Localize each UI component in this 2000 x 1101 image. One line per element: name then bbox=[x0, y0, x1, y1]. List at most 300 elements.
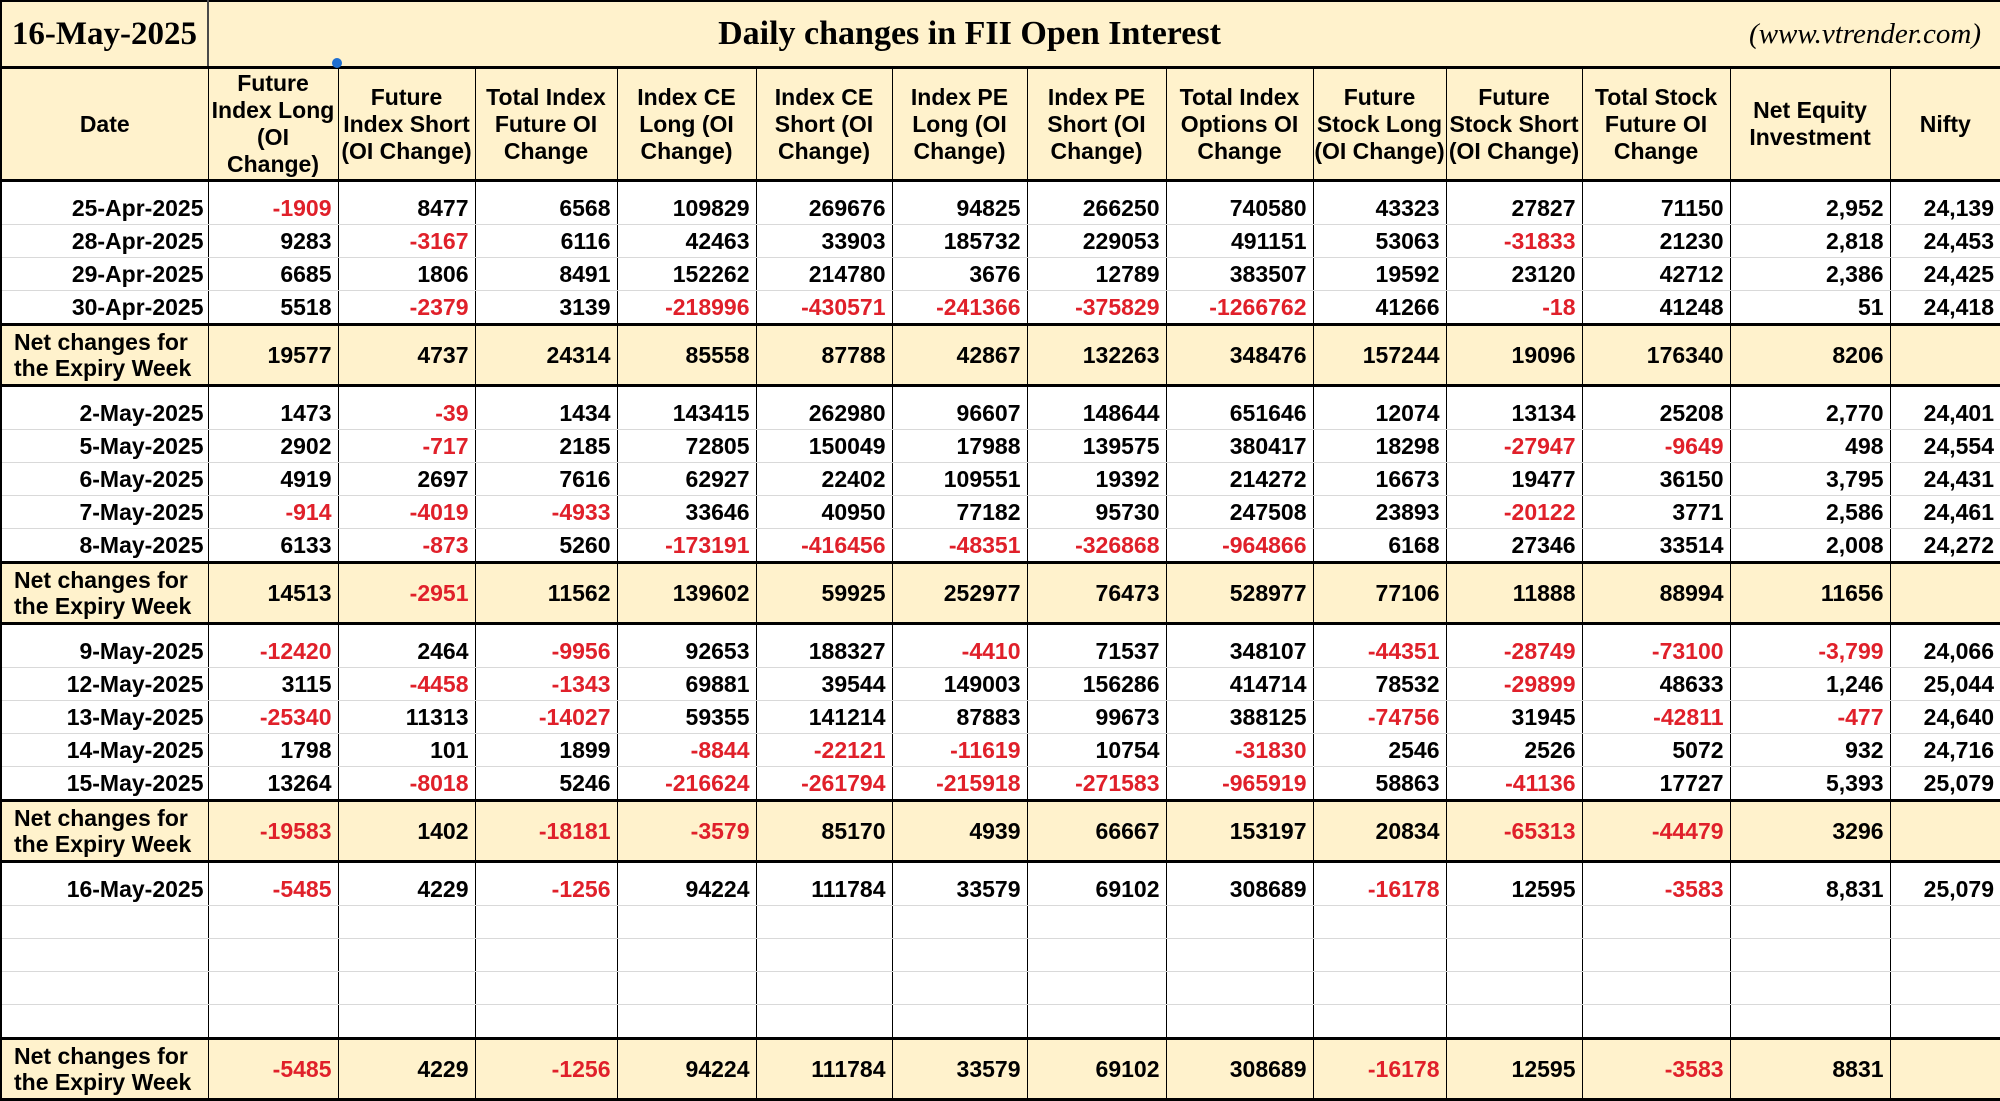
value-cell[interactable]: 188327 bbox=[756, 635, 892, 668]
empty-cell[interactable] bbox=[1166, 972, 1313, 1005]
net-value-cell[interactable]: -3583 bbox=[1582, 1039, 1730, 1100]
net-value-cell[interactable]: 11888 bbox=[1446, 563, 1582, 624]
empty-cell[interactable] bbox=[1730, 906, 1890, 939]
date-cell[interactable]: 6-May-2025 bbox=[1, 463, 208, 496]
value-cell[interactable]: 41248 bbox=[1582, 291, 1730, 325]
value-cell[interactable]: 269676 bbox=[756, 192, 892, 225]
value-cell[interactable]: 3,795 bbox=[1730, 463, 1890, 496]
value-cell[interactable]: 2546 bbox=[1313, 734, 1446, 767]
net-change-label[interactable]: Net changes for the Expiry Week bbox=[1, 1039, 208, 1100]
value-cell[interactable]: -216624 bbox=[617, 767, 756, 801]
value-cell[interactable]: -9649 bbox=[1582, 430, 1730, 463]
column-header[interactable]: Future Index Short (OI Change) bbox=[338, 68, 475, 181]
value-cell[interactable]: 13134 bbox=[1446, 397, 1582, 430]
value-cell[interactable]: 1806 bbox=[338, 258, 475, 291]
date-cell[interactable]: 28-Apr-2025 bbox=[1, 225, 208, 258]
net-value-cell[interactable]: 59925 bbox=[756, 563, 892, 624]
empty-cell[interactable] bbox=[1, 939, 208, 972]
value-cell[interactable]: -28749 bbox=[1446, 635, 1582, 668]
date-cell[interactable]: 29-Apr-2025 bbox=[1, 258, 208, 291]
value-cell[interactable]: 77182 bbox=[892, 496, 1027, 529]
net-value-cell[interactable]: 4737 bbox=[338, 325, 475, 386]
value-cell[interactable]: 69102 bbox=[1027, 873, 1166, 906]
value-cell[interactable]: 740580 bbox=[1166, 192, 1313, 225]
empty-cell[interactable] bbox=[1890, 906, 2000, 939]
value-cell[interactable]: -73100 bbox=[1582, 635, 1730, 668]
value-cell[interactable]: -271583 bbox=[1027, 767, 1166, 801]
value-cell[interactable]: 33514 bbox=[1582, 529, 1730, 563]
value-cell[interactable]: 24,554 bbox=[1890, 430, 2000, 463]
value-cell[interactable]: 23893 bbox=[1313, 496, 1446, 529]
net-value-cell[interactable]: 24314 bbox=[475, 325, 617, 386]
empty-cell[interactable] bbox=[1582, 939, 1730, 972]
value-cell[interactable]: 25,044 bbox=[1890, 668, 2000, 701]
value-cell[interactable]: -5485 bbox=[208, 873, 338, 906]
net-value-cell[interactable]: 308689 bbox=[1166, 1039, 1313, 1100]
net-value-cell[interactable]: 139602 bbox=[617, 563, 756, 624]
empty-cell[interactable] bbox=[1446, 1005, 1582, 1039]
value-cell[interactable]: 53063 bbox=[1313, 225, 1446, 258]
value-cell[interactable]: 141214 bbox=[756, 701, 892, 734]
date-cell[interactable]: 5-May-2025 bbox=[1, 430, 208, 463]
value-cell[interactable]: -1909 bbox=[208, 192, 338, 225]
value-cell[interactable]: 1,246 bbox=[1730, 668, 1890, 701]
empty-cell[interactable] bbox=[338, 972, 475, 1005]
column-header[interactable]: Future Stock Short (OI Change) bbox=[1446, 68, 1582, 181]
value-cell[interactable]: 25,079 bbox=[1890, 767, 2000, 801]
empty-cell[interactable] bbox=[756, 972, 892, 1005]
net-value-cell[interactable] bbox=[1890, 1039, 2000, 1100]
empty-cell[interactable] bbox=[892, 939, 1027, 972]
value-cell[interactable]: -8018 bbox=[338, 767, 475, 801]
empty-cell[interactable] bbox=[617, 906, 756, 939]
empty-cell[interactable] bbox=[1730, 939, 1890, 972]
value-cell[interactable]: 5260 bbox=[475, 529, 617, 563]
date-cell[interactable]: 30-Apr-2025 bbox=[1, 291, 208, 325]
column-header[interactable]: Total Index Options OI Change bbox=[1166, 68, 1313, 181]
value-cell[interactable]: 1899 bbox=[475, 734, 617, 767]
net-value-cell[interactable]: -65313 bbox=[1446, 801, 1582, 862]
value-cell[interactable]: 308689 bbox=[1166, 873, 1313, 906]
value-cell[interactable]: 5,393 bbox=[1730, 767, 1890, 801]
date-cell[interactable]: 15-May-2025 bbox=[1, 767, 208, 801]
value-cell[interactable]: -4019 bbox=[338, 496, 475, 529]
net-value-cell[interactable]: 3296 bbox=[1730, 801, 1890, 862]
value-cell[interactable]: -1256 bbox=[475, 873, 617, 906]
value-cell[interactable]: 24,425 bbox=[1890, 258, 2000, 291]
net-value-cell[interactable]: 85558 bbox=[617, 325, 756, 386]
empty-cell[interactable] bbox=[1166, 906, 1313, 939]
value-cell[interactable]: 12789 bbox=[1027, 258, 1166, 291]
value-cell[interactable]: 6568 bbox=[475, 192, 617, 225]
value-cell[interactable]: 185732 bbox=[892, 225, 1027, 258]
value-cell[interactable]: 95730 bbox=[1027, 496, 1166, 529]
value-cell[interactable]: 62927 bbox=[617, 463, 756, 496]
net-value-cell[interactable]: -18181 bbox=[475, 801, 617, 862]
value-cell[interactable]: 24,640 bbox=[1890, 701, 2000, 734]
net-value-cell[interactable] bbox=[1890, 801, 2000, 862]
net-value-cell[interactable]: 77106 bbox=[1313, 563, 1446, 624]
empty-cell[interactable] bbox=[1890, 939, 2000, 972]
column-header[interactable]: Index PE Short (OI Change) bbox=[1027, 68, 1166, 181]
net-value-cell[interactable]: 4229 bbox=[338, 1039, 475, 1100]
value-cell[interactable]: 24,716 bbox=[1890, 734, 2000, 767]
value-cell[interactable]: -48351 bbox=[892, 529, 1027, 563]
empty-cell[interactable] bbox=[892, 906, 1027, 939]
value-cell[interactable]: 31945 bbox=[1446, 701, 1582, 734]
value-cell[interactable]: -914 bbox=[208, 496, 338, 529]
empty-cell[interactable] bbox=[892, 972, 1027, 1005]
empty-cell[interactable] bbox=[1027, 906, 1166, 939]
value-cell[interactable]: 152262 bbox=[617, 258, 756, 291]
net-value-cell[interactable]: 76473 bbox=[1027, 563, 1166, 624]
value-cell[interactable]: 2185 bbox=[475, 430, 617, 463]
empty-cell[interactable] bbox=[1890, 1005, 2000, 1039]
empty-cell[interactable] bbox=[1446, 939, 1582, 972]
empty-cell[interactable] bbox=[338, 939, 475, 972]
value-cell[interactable]: -717 bbox=[338, 430, 475, 463]
value-cell[interactable]: 13264 bbox=[208, 767, 338, 801]
value-cell[interactable]: 25208 bbox=[1582, 397, 1730, 430]
net-value-cell[interactable]: 528977 bbox=[1166, 563, 1313, 624]
value-cell[interactable]: 932 bbox=[1730, 734, 1890, 767]
value-cell[interactable]: 2526 bbox=[1446, 734, 1582, 767]
value-cell[interactable]: -873 bbox=[338, 529, 475, 563]
empty-cell[interactable] bbox=[1027, 972, 1166, 1005]
empty-cell[interactable] bbox=[208, 906, 338, 939]
value-cell[interactable]: 1798 bbox=[208, 734, 338, 767]
value-cell[interactable]: 48633 bbox=[1582, 668, 1730, 701]
empty-cell[interactable] bbox=[338, 906, 475, 939]
date-cell[interactable]: 14-May-2025 bbox=[1, 734, 208, 767]
value-cell[interactable]: 380417 bbox=[1166, 430, 1313, 463]
net-value-cell[interactable]: 8206 bbox=[1730, 325, 1890, 386]
value-cell[interactable]: 71537 bbox=[1027, 635, 1166, 668]
value-cell[interactable]: -25340 bbox=[208, 701, 338, 734]
value-cell[interactable]: -241366 bbox=[892, 291, 1027, 325]
net-value-cell[interactable]: 4939 bbox=[892, 801, 1027, 862]
value-cell[interactable]: -74756 bbox=[1313, 701, 1446, 734]
empty-cell[interactable] bbox=[1730, 972, 1890, 1005]
column-header[interactable]: Nifty bbox=[1890, 68, 2000, 181]
empty-cell[interactable] bbox=[475, 939, 617, 972]
value-cell[interactable]: 139575 bbox=[1027, 430, 1166, 463]
selection-fill-handle[interactable] bbox=[332, 58, 342, 68]
value-cell[interactable]: 19477 bbox=[1446, 463, 1582, 496]
net-value-cell[interactable]: 176340 bbox=[1582, 325, 1730, 386]
value-cell[interactable]: 109829 bbox=[617, 192, 756, 225]
empty-cell[interactable] bbox=[475, 972, 617, 1005]
net-value-cell[interactable]: 111784 bbox=[756, 1039, 892, 1100]
value-cell[interactable]: 42463 bbox=[617, 225, 756, 258]
value-cell[interactable]: 11313 bbox=[338, 701, 475, 734]
value-cell[interactable]: -416456 bbox=[756, 529, 892, 563]
value-cell[interactable]: -326868 bbox=[1027, 529, 1166, 563]
value-cell[interactable]: 4919 bbox=[208, 463, 338, 496]
value-cell[interactable]: -39 bbox=[338, 397, 475, 430]
empty-cell[interactable] bbox=[1446, 906, 1582, 939]
empty-cell[interactable] bbox=[1890, 972, 2000, 1005]
value-cell[interactable]: 94825 bbox=[892, 192, 1027, 225]
value-cell[interactable]: -375829 bbox=[1027, 291, 1166, 325]
value-cell[interactable]: 24,453 bbox=[1890, 225, 2000, 258]
date-cell[interactable]: 25-Apr-2025 bbox=[1, 192, 208, 225]
value-cell[interactable]: -29899 bbox=[1446, 668, 1582, 701]
value-cell[interactable]: -31830 bbox=[1166, 734, 1313, 767]
net-value-cell[interactable]: 1402 bbox=[338, 801, 475, 862]
value-cell[interactable]: -42811 bbox=[1582, 701, 1730, 734]
value-cell[interactable]: -31833 bbox=[1446, 225, 1582, 258]
column-header[interactable]: Future Stock Long (OI Change) bbox=[1313, 68, 1446, 181]
empty-cell[interactable] bbox=[1582, 972, 1730, 1005]
value-cell[interactable]: 2697 bbox=[338, 463, 475, 496]
value-cell[interactable]: 229053 bbox=[1027, 225, 1166, 258]
column-header[interactable]: Index CE Long (OI Change) bbox=[617, 68, 756, 181]
value-cell[interactable]: -27947 bbox=[1446, 430, 1582, 463]
net-value-cell[interactable]: 157244 bbox=[1313, 325, 1446, 386]
value-cell[interactable]: 41266 bbox=[1313, 291, 1446, 325]
value-cell[interactable]: 40950 bbox=[756, 496, 892, 529]
value-cell[interactable]: -477 bbox=[1730, 701, 1890, 734]
value-cell[interactable]: -11619 bbox=[892, 734, 1027, 767]
empty-cell[interactable] bbox=[1313, 906, 1446, 939]
value-cell[interactable]: -16178 bbox=[1313, 873, 1446, 906]
value-cell[interactable]: -2379 bbox=[338, 291, 475, 325]
value-cell[interactable]: 18298 bbox=[1313, 430, 1446, 463]
value-cell[interactable]: 27827 bbox=[1446, 192, 1582, 225]
value-cell[interactable]: -8844 bbox=[617, 734, 756, 767]
value-cell[interactable]: -44351 bbox=[1313, 635, 1446, 668]
value-cell[interactable]: 22402 bbox=[756, 463, 892, 496]
value-cell[interactable]: 12595 bbox=[1446, 873, 1582, 906]
net-value-cell[interactable]: 19577 bbox=[208, 325, 338, 386]
value-cell[interactable]: 10754 bbox=[1027, 734, 1166, 767]
net-value-cell[interactable]: 88994 bbox=[1582, 563, 1730, 624]
value-cell[interactable]: 19592 bbox=[1313, 258, 1446, 291]
value-cell[interactable]: 33579 bbox=[892, 873, 1027, 906]
value-cell[interactable]: 3676 bbox=[892, 258, 1027, 291]
report-date-cell[interactable]: 16-May-2025 bbox=[1, 1, 208, 68]
date-cell[interactable]: 16-May-2025 bbox=[1, 873, 208, 906]
value-cell[interactable]: 8477 bbox=[338, 192, 475, 225]
value-cell[interactable]: 2,952 bbox=[1730, 192, 1890, 225]
net-value-cell[interactable]: -3579 bbox=[617, 801, 756, 862]
value-cell[interactable]: -9956 bbox=[475, 635, 617, 668]
column-header[interactable]: Index CE Short (OI Change) bbox=[756, 68, 892, 181]
date-cell[interactable]: 7-May-2025 bbox=[1, 496, 208, 529]
value-cell[interactable]: 2902 bbox=[208, 430, 338, 463]
value-cell[interactable]: 5518 bbox=[208, 291, 338, 325]
net-value-cell[interactable]: -44479 bbox=[1582, 801, 1730, 862]
value-cell[interactable]: 24,418 bbox=[1890, 291, 2000, 325]
column-header[interactable]: Total Index Future OI Change bbox=[475, 68, 617, 181]
column-header[interactable]: Future Index Long (OI Change) bbox=[208, 68, 338, 181]
net-value-cell[interactable]: -1256 bbox=[475, 1039, 617, 1100]
empty-cell[interactable] bbox=[1313, 939, 1446, 972]
value-cell[interactable]: -215918 bbox=[892, 767, 1027, 801]
value-cell[interactable]: 16673 bbox=[1313, 463, 1446, 496]
date-cell[interactable]: 2-May-2025 bbox=[1, 397, 208, 430]
empty-cell[interactable] bbox=[1027, 1005, 1166, 1039]
date-cell[interactable]: 13-May-2025 bbox=[1, 701, 208, 734]
empty-cell[interactable] bbox=[1582, 906, 1730, 939]
empty-cell[interactable] bbox=[1166, 939, 1313, 972]
net-value-cell[interactable]: 348476 bbox=[1166, 325, 1313, 386]
net-value-cell[interactable]: 94224 bbox=[617, 1039, 756, 1100]
value-cell[interactable]: 78532 bbox=[1313, 668, 1446, 701]
empty-cell[interactable] bbox=[208, 1005, 338, 1039]
empty-cell[interactable] bbox=[892, 1005, 1027, 1039]
value-cell[interactable]: 491151 bbox=[1166, 225, 1313, 258]
value-cell[interactable]: 3115 bbox=[208, 668, 338, 701]
value-cell[interactable]: -41136 bbox=[1446, 767, 1582, 801]
value-cell[interactable]: 2,008 bbox=[1730, 529, 1890, 563]
net-value-cell[interactable] bbox=[1890, 563, 2000, 624]
value-cell[interactable]: 1473 bbox=[208, 397, 338, 430]
value-cell[interactable]: -965919 bbox=[1166, 767, 1313, 801]
empty-cell[interactable] bbox=[756, 906, 892, 939]
net-change-label[interactable]: Net changes for the Expiry Week bbox=[1, 325, 208, 386]
value-cell[interactable]: -430571 bbox=[756, 291, 892, 325]
value-cell[interactable]: -4933 bbox=[475, 496, 617, 529]
net-value-cell[interactable]: 85170 bbox=[756, 801, 892, 862]
value-cell[interactable]: 39544 bbox=[756, 668, 892, 701]
net-value-cell[interactable]: 153197 bbox=[1166, 801, 1313, 862]
value-cell[interactable]: 17988 bbox=[892, 430, 1027, 463]
empty-cell[interactable] bbox=[617, 1005, 756, 1039]
empty-cell[interactable] bbox=[1, 972, 208, 1005]
net-value-cell[interactable]: 87788 bbox=[756, 325, 892, 386]
value-cell[interactable]: 12074 bbox=[1313, 397, 1446, 430]
value-cell[interactable]: 99673 bbox=[1027, 701, 1166, 734]
empty-cell[interactable] bbox=[1313, 972, 1446, 1005]
value-cell[interactable]: -4410 bbox=[892, 635, 1027, 668]
date-cell[interactable]: 8-May-2025 bbox=[1, 529, 208, 563]
value-cell[interactable]: 71150 bbox=[1582, 192, 1730, 225]
value-cell[interactable]: 1434 bbox=[475, 397, 617, 430]
value-cell[interactable]: 3771 bbox=[1582, 496, 1730, 529]
value-cell[interactable]: -1343 bbox=[475, 668, 617, 701]
value-cell[interactable]: 388125 bbox=[1166, 701, 1313, 734]
empty-cell[interactable] bbox=[208, 972, 338, 1005]
net-value-cell[interactable]: 19096 bbox=[1446, 325, 1582, 386]
empty-cell[interactable] bbox=[1027, 939, 1166, 972]
value-cell[interactable]: 33646 bbox=[617, 496, 756, 529]
value-cell[interactable]: 262980 bbox=[756, 397, 892, 430]
value-cell[interactable]: 24,066 bbox=[1890, 635, 2000, 668]
value-cell[interactable]: 8,831 bbox=[1730, 873, 1890, 906]
value-cell[interactable]: -4458 bbox=[338, 668, 475, 701]
empty-cell[interactable] bbox=[1, 1005, 208, 1039]
empty-cell[interactable] bbox=[1, 906, 208, 939]
value-cell[interactable]: 414714 bbox=[1166, 668, 1313, 701]
value-cell[interactable]: 24,401 bbox=[1890, 397, 2000, 430]
value-cell[interactable]: 23120 bbox=[1446, 258, 1582, 291]
net-value-cell[interactable]: 20834 bbox=[1313, 801, 1446, 862]
value-cell[interactable]: 3139 bbox=[475, 291, 617, 325]
value-cell[interactable]: -22121 bbox=[756, 734, 892, 767]
value-cell[interactable]: 5072 bbox=[1582, 734, 1730, 767]
net-value-cell[interactable]: 66667 bbox=[1027, 801, 1166, 862]
net-value-cell[interactable] bbox=[1890, 325, 2000, 386]
value-cell[interactable]: 2,770 bbox=[1730, 397, 1890, 430]
value-cell[interactable]: 42712 bbox=[1582, 258, 1730, 291]
value-cell[interactable]: 348107 bbox=[1166, 635, 1313, 668]
empty-cell[interactable] bbox=[617, 972, 756, 1005]
value-cell[interactable]: 51 bbox=[1730, 291, 1890, 325]
column-header[interactable]: Net Equity Investment bbox=[1730, 68, 1890, 181]
value-cell[interactable]: -218996 bbox=[617, 291, 756, 325]
net-change-label[interactable]: Net changes for the Expiry Week bbox=[1, 563, 208, 624]
value-cell[interactable]: 96607 bbox=[892, 397, 1027, 430]
value-cell[interactable]: 92653 bbox=[617, 635, 756, 668]
net-value-cell[interactable]: -16178 bbox=[1313, 1039, 1446, 1100]
value-cell[interactable]: 8491 bbox=[475, 258, 617, 291]
value-cell[interactable]: 72805 bbox=[617, 430, 756, 463]
value-cell[interactable]: 24,461 bbox=[1890, 496, 2000, 529]
value-cell[interactable]: 25,079 bbox=[1890, 873, 2000, 906]
value-cell[interactable]: 24,431 bbox=[1890, 463, 2000, 496]
value-cell[interactable]: 101 bbox=[338, 734, 475, 767]
net-value-cell[interactable]: 33579 bbox=[892, 1039, 1027, 1100]
empty-cell[interactable] bbox=[1730, 1005, 1890, 1039]
value-cell[interactable]: 24,139 bbox=[1890, 192, 2000, 225]
value-cell[interactable]: 43323 bbox=[1313, 192, 1446, 225]
value-cell[interactable]: 6168 bbox=[1313, 529, 1446, 563]
value-cell[interactable]: 58863 bbox=[1313, 767, 1446, 801]
value-cell[interactable]: 148644 bbox=[1027, 397, 1166, 430]
value-cell[interactable]: 109551 bbox=[892, 463, 1027, 496]
empty-cell[interactable] bbox=[617, 939, 756, 972]
net-value-cell[interactable]: 11656 bbox=[1730, 563, 1890, 624]
net-change-label[interactable]: Net changes for the Expiry Week bbox=[1, 801, 208, 862]
value-cell[interactable]: 87883 bbox=[892, 701, 1027, 734]
net-value-cell[interactable]: -2951 bbox=[338, 563, 475, 624]
value-cell[interactable]: 266250 bbox=[1027, 192, 1166, 225]
value-cell[interactable]: 33903 bbox=[756, 225, 892, 258]
value-cell[interactable]: 4229 bbox=[338, 873, 475, 906]
value-cell[interactable]: -18 bbox=[1446, 291, 1582, 325]
column-header[interactable]: Index PE Long (OI Change) bbox=[892, 68, 1027, 181]
value-cell[interactable]: 94224 bbox=[617, 873, 756, 906]
value-cell[interactable]: 247508 bbox=[1166, 496, 1313, 529]
value-cell[interactable]: 21230 bbox=[1582, 225, 1730, 258]
value-cell[interactable]: 36150 bbox=[1582, 463, 1730, 496]
value-cell[interactable]: 214780 bbox=[756, 258, 892, 291]
net-value-cell[interactable]: 252977 bbox=[892, 563, 1027, 624]
value-cell[interactable]: 24,272 bbox=[1890, 529, 2000, 563]
net-value-cell[interactable]: 132263 bbox=[1027, 325, 1166, 386]
empty-cell[interactable] bbox=[756, 939, 892, 972]
value-cell[interactable]: 7616 bbox=[475, 463, 617, 496]
value-cell[interactable]: 2464 bbox=[338, 635, 475, 668]
value-cell[interactable]: 2,586 bbox=[1730, 496, 1890, 529]
value-cell[interactable]: 59355 bbox=[617, 701, 756, 734]
empty-cell[interactable] bbox=[475, 1005, 617, 1039]
net-value-cell[interactable]: 14513 bbox=[208, 563, 338, 624]
value-cell[interactable]: 498 bbox=[1730, 430, 1890, 463]
value-cell[interactable]: -12420 bbox=[208, 635, 338, 668]
value-cell[interactable]: 17727 bbox=[1582, 767, 1730, 801]
net-value-cell[interactable]: 8831 bbox=[1730, 1039, 1890, 1100]
value-cell[interactable]: -3583 bbox=[1582, 873, 1730, 906]
value-cell[interactable]: 27346 bbox=[1446, 529, 1582, 563]
value-cell[interactable]: 143415 bbox=[617, 397, 756, 430]
value-cell[interactable]: 2,818 bbox=[1730, 225, 1890, 258]
value-cell[interactable]: 6133 bbox=[208, 529, 338, 563]
date-cell[interactable]: 9-May-2025 bbox=[1, 635, 208, 668]
empty-cell[interactable] bbox=[475, 906, 617, 939]
